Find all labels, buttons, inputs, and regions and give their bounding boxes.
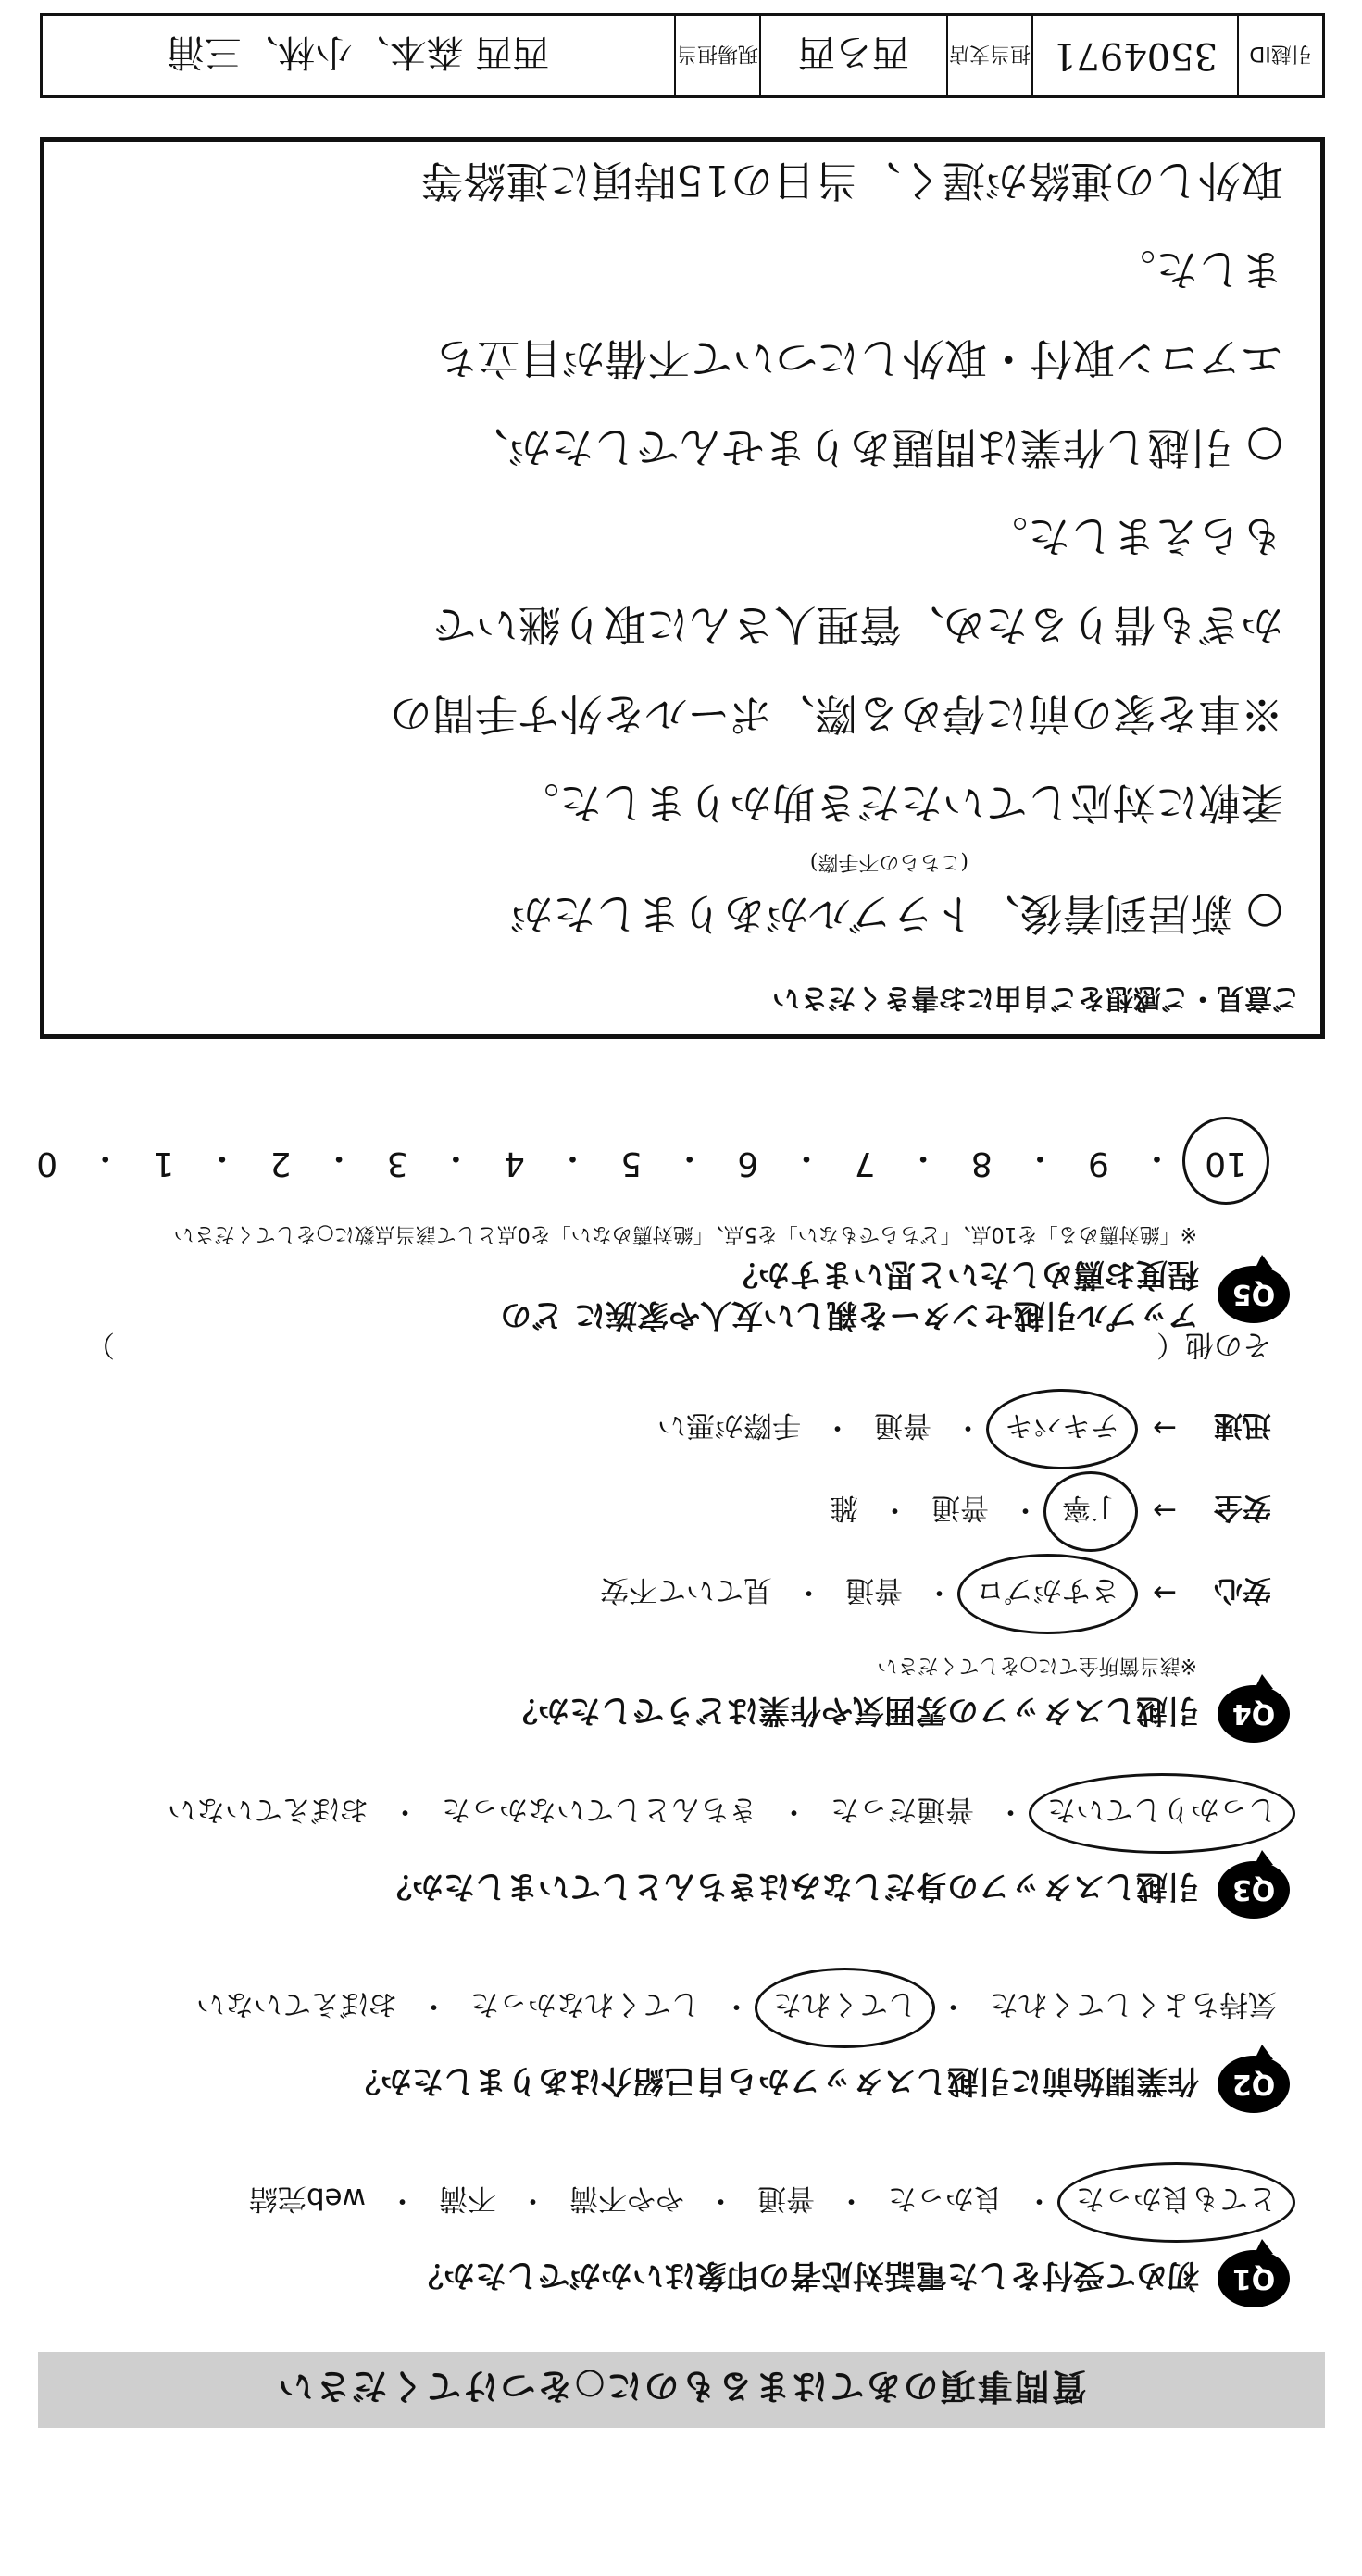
question-4 (31, 1327, 1290, 1743)
staff-label: 現場担当 (674, 16, 759, 95)
arrow-right-icon: → (1153, 1494, 1177, 1528)
q5-badge: Q5 (1218, 1266, 1290, 1323)
q5-text: アップル引越センターを親しい友人や家族に どの程度お薦めしたいと思いますか？ (500, 1256, 1199, 1333)
q1-option-selected[interactable]: とても良かった (1070, 2179, 1282, 2224)
q5-score[interactable]: 0 (36, 1144, 58, 1182)
comment-line: 取外しの連絡が遅く、当日の15時頃に連絡等 (420, 156, 1283, 206)
q4-row-anshin: 安心 → さすがプロ ・ 普通 ・ 見ていて不安 (31, 1570, 1271, 1616)
q4-option[interactable]: 雑 (830, 1491, 858, 1524)
q2-option[interactable]: 気持ちよくしてくれた (990, 1987, 1277, 2020)
q2-badge: Q2 (1218, 2056, 1290, 2113)
q1-text: 初めて受付をした電話対応者の印象はいかがでしたか？ (412, 2257, 1199, 2295)
q4-badge: Q4 (1218, 1685, 1290, 1743)
q4-option-selected[interactable]: さすがプロ (970, 1570, 1125, 1616)
question-3 (31, 1790, 1290, 1919)
q4-other-close: ） (86, 1328, 115, 1361)
question-1 (31, 2179, 1290, 2307)
move-info-table (40, 13, 1325, 98)
q5-score[interactable]: 8 (970, 1144, 993, 1182)
arrow-right-icon: → (1153, 1411, 1177, 1445)
q2-text: 作業開始前に引越しスタッフから自己紹介はありましたか？ (349, 2062, 1199, 2100)
comment-line: もらえました。 (985, 511, 1283, 561)
q5-score[interactable]: 7 (854, 1144, 876, 1182)
q4-row-label: 安心 (1214, 1573, 1271, 1607)
q4-option-selected[interactable]: 丁寧 (1056, 1488, 1125, 1533)
q5-score[interactable]: 2 (269, 1144, 292, 1182)
q4-row-jinsoku: 迅速 → テキパキ ・ 普通 ・ 手際が悪い (31, 1406, 1271, 1451)
q1-option[interactable]: 普通 (757, 2182, 815, 2215)
handwritten-comments (44, 136, 1320, 968)
arrow-right-icon: → (1153, 1576, 1177, 1610)
comment-line: かぎも借りるため、管理人さんに取り継いで (432, 600, 1283, 650)
comment-line: ○ 引越し作業は問題ありませんでしたが、 (466, 422, 1283, 472)
q5-score-selected[interactable]: 10 (1199, 1137, 1253, 1184)
branch-label: 担当支店 (946, 16, 1031, 95)
q2-options: 気持ちよくしてくれた ・ してくれた ・ してくれなかった ・ おぼえていない (31, 1984, 1282, 2030)
q5-score[interactable]: 5 (620, 1144, 643, 1182)
q3-option-selected[interactable]: しっかりしていた (1042, 1790, 1282, 1835)
q1-option[interactable]: やや不満 (569, 2182, 684, 2215)
question-2 (31, 1984, 1290, 2113)
q2-option-selected[interactable]: してくれた (768, 1984, 922, 2030)
q3-options: しっかりしていた ・ 普通だった ・ きちんとしていなかった ・ おぼえていない (31, 1790, 1282, 1835)
q5-score[interactable]: 3 (386, 1144, 408, 1182)
q3-text: 引越しスタッフの身だしなみはきちんとしていましたか？ (381, 1868, 1199, 1906)
q5-score[interactable]: 4 (503, 1144, 525, 1182)
q3-badge: Q3 (1218, 1861, 1290, 1919)
comment-ruby: (こちらの不手際) (809, 850, 968, 873)
q4-other-label: その他（ (1156, 1328, 1271, 1361)
comments-box[interactable] (40, 137, 1325, 1039)
q4-option[interactable]: 手際が悪い (657, 1408, 801, 1442)
move-id-value[interactable]: 3504971 (1031, 16, 1237, 95)
q5-score[interactable]: 9 (1087, 1144, 1109, 1182)
q1-option[interactable]: 良かった (888, 2182, 1003, 2215)
q4-row-label: 迅速 (1214, 1408, 1271, 1442)
q4-note: ※該当箇所全てに○をしてください (877, 1654, 1197, 1677)
move-id-label: 引越ID (1237, 16, 1322, 95)
q4-option[interactable]: 普通 (845, 1573, 903, 1607)
staff-value[interactable]: 西西 森本、小林、三浦 (167, 31, 550, 74)
q1-options: とても良かった ・ 良かった ・ 普通 ・ やや不満 ・ 不満 ・ web完結 (31, 2179, 1282, 2224)
comment-line: 柔軟に対応していただき助かりました。 (517, 778, 1283, 828)
q5-score-scale: 10 ・ 9 ・ 8 ・ 7 ・ 6 ・ 5 ・ 4 ・ 3 ・ 2 ・ 1 ・ 0 (31, 1137, 1253, 1184)
q5-score[interactable]: 6 (737, 1144, 759, 1182)
q3-option[interactable]: おぼえていない (168, 1793, 369, 1826)
question-5 (31, 1137, 1290, 1335)
q4-text: 引越しスタッフの雰囲気や作業はどうでしたか？ (506, 1692, 1199, 1730)
comments-title: ご意見・ご感想をご自由にお書きください (772, 982, 1300, 1014)
q4-option[interactable]: 見ていて不安 (600, 1573, 772, 1607)
comment-line: ○ 新居到着後、トラブルがありましたが (510, 889, 1283, 939)
q2-option[interactable]: してくれなかった (470, 1987, 700, 2020)
q2-option[interactable]: おぼえていない (196, 1987, 397, 2020)
q4-option[interactable]: 普通 (874, 1408, 931, 1442)
q5-score[interactable]: 1 (153, 1144, 175, 1182)
q1-option[interactable]: web完結 (248, 2182, 366, 2215)
q5-note: ※「絶対薦める」を10点、「どちらでもない」を5点、「絶対薦めない」を0点として該当点数に○をしてください (173, 1222, 1197, 1245)
q4-row-label: 安全 (1214, 1491, 1271, 1524)
q4-row-anzen: 安全 → 丁寧 ・ 普通 ・ 雑 (31, 1488, 1271, 1533)
q1-option[interactable]: 不満 (439, 2182, 496, 2215)
q4-option[interactable]: 普通 (931, 1491, 989, 1524)
q1-badge: Q1 (1218, 2250, 1290, 2307)
q4-option-selected[interactable]: テキパキ (999, 1406, 1125, 1451)
branch-value[interactable]: 西ろ西 (759, 16, 946, 95)
comment-line: ました。 (1113, 244, 1283, 294)
comment-line: エアコン取付・取外しについて不備が目立ち (434, 333, 1283, 383)
q3-option[interactable]: きちんとしていなかった (442, 1793, 757, 1826)
comment-line: ※車を家の前に停める際、ポールを外す手間の (389, 689, 1283, 739)
instructions-header: 質問事項のあてはまるものに○をつけてください (38, 2352, 1325, 2428)
q3-option[interactable]: 普通だった (831, 1793, 974, 1826)
